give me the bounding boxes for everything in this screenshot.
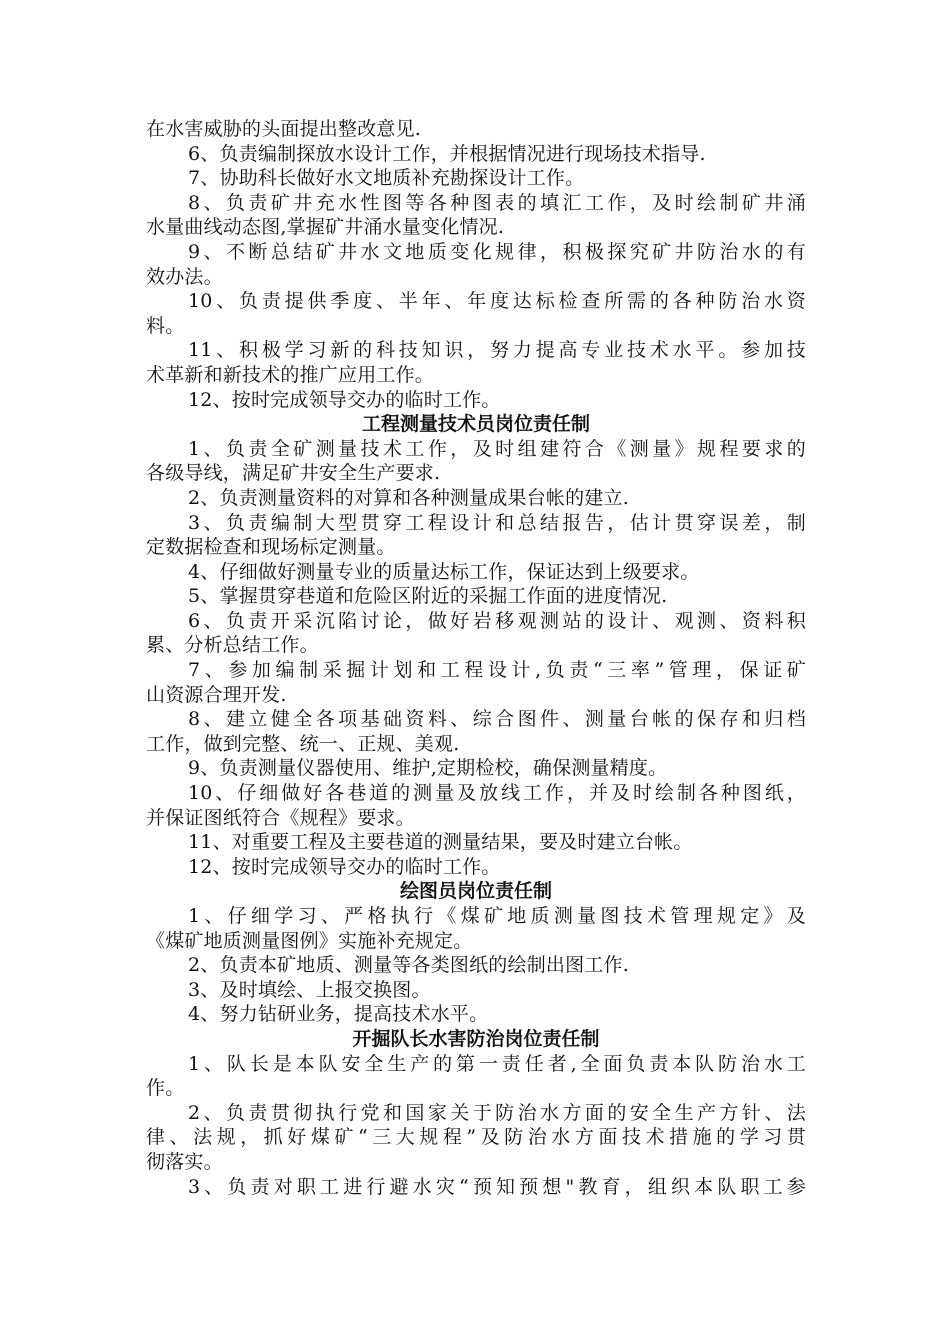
paragraph-line: 10、负责提供季度、半年、年度达标检查所需的各种防治水资 [188, 290, 806, 313]
paragraph-line: 10、仔细做好各巷道的测量及放线工作，并及时绘制各种图纸， [188, 782, 806, 805]
paragraph-line: 1、负责全矿测量技术工作，及时组建符合《测量》规程要求的 [188, 437, 806, 460]
section-heading: 绘图员岗位责任制 [399, 880, 552, 903]
paragraph-line: 12、按时完成领导交办的临时工作。 [188, 388, 501, 411]
paragraph-line: 4、仔细做好测量专业的质量达标工作，保证达到上级要求。 [188, 560, 700, 583]
paragraph-line: 8、负责矿井充水性图等各种图表的填汇工作，及时绘制矿井涌 [188, 191, 806, 214]
paragraph-line: 1、队长是本队安全生产的第一责任者,全面负责本队防治水工 [188, 1052, 806, 1075]
paragraph-line: 11、对重要工程及主要巷道的测量结果，要及时建立台帐。 [188, 831, 693, 854]
paragraph-line: 3、负责对职工进行避水灾“预知预想"教育，组织本队职工参 [188, 1175, 806, 1198]
paragraph-line: 7、协助科长做好水文地质补充勘探设计工作。 [188, 167, 585, 190]
paragraph-line: 彻落实。 [146, 1150, 223, 1173]
section-heading: 工程测量技术员岗位责任制 [361, 413, 590, 436]
paragraph-line: 8、建立健全各项基础资料、综合图件、测量台帐的保存和归档 [188, 708, 806, 731]
paragraph-line: 术革新和新技术的推广应用工作。 [146, 363, 435, 386]
paragraph-line: 工作，做到完整、统一、正规、美观. [146, 732, 460, 755]
paragraph-line: 3、负责编制大型贯穿工程设计和总结报告，估计贯穿误差，制 [188, 511, 806, 534]
paragraph-line: 并保证图纸符合《规程》要求。 [146, 806, 415, 829]
paragraph-line: 山资源合理开发. [146, 683, 287, 706]
paragraph-line: 12、按时完成领导交办的临时工作。 [188, 855, 501, 878]
paragraph-line: 累、分析总结工作。 [146, 634, 319, 657]
paragraph-line: 2、负责测量资料的对算和各种测量成果台帐的建立. [188, 486, 629, 509]
paragraph-line: 律、法规，抓好煤矿“三大规程”及防治水方面技术措施的学习贯 [146, 1126, 806, 1149]
paragraph-line: 在水害威胁的头面提出整改意见. [146, 118, 422, 140]
paragraph-line: 效办法。 [146, 265, 223, 288]
paragraph-line: 6、负责开采沉陷讨论，做好岩移观测站的设计、观测、资料积 [188, 609, 806, 632]
paragraph-line: 6、负责编制探放水设计工作，并根据情况进行现场技术指导. [188, 142, 706, 165]
paragraph-line: 9、不断总结矿井水文地质变化规律，积极探究矿井防治水的有 [188, 240, 806, 263]
section-heading: 开掘队长水害防治岗位责任制 [352, 1027, 600, 1050]
paragraph-line: 料。 [146, 314, 185, 337]
paragraph-line: 水量曲线动态图,掌握矿井涌水量变化情况. [146, 216, 505, 239]
paragraph-line: 4、努力钻研业务，提高技术水平。 [188, 1003, 489, 1026]
paragraph-line: 3、及时填绘、上报交换图。 [188, 978, 431, 1001]
paragraph-line: 9、负责测量仪器使用、维护,定期检校，确保测量精度。 [188, 757, 668, 780]
paragraph-line: 各级导线，满足矿井安全生产要求. [146, 462, 441, 485]
paragraph-line: 《煤矿地质测量图例》实施补充规定。 [146, 929, 473, 952]
paragraph-line: 7、参加编制采掘计划和工程设计,负责“三率”管理，保证矿 [188, 659, 806, 682]
paragraph-line: 作。 [146, 1077, 185, 1100]
paragraph-line: 11、积极学习新的科技知识，努力提高专业技术水平。参加技 [188, 339, 806, 362]
paragraph-line: 1、仔细学习、严格执行《煤矿地质测量图技术管理规定》及 [188, 905, 806, 927]
paragraph-line: 2、负责本矿地质、测量等各类图纸的绘制出图工作. [188, 954, 629, 977]
paragraph-line: 5、掌握贯穿巷道和危险区附近的采掘工作面的进度情况. [188, 585, 668, 608]
paragraph-line: 定数据检查和现场标定测量。 [146, 536, 396, 559]
document-page [146, 117, 806, 1199]
paragraph-line: 2、负责贯彻执行党和国家关于防治水方面的安全生产方针、法 [188, 1101, 806, 1124]
